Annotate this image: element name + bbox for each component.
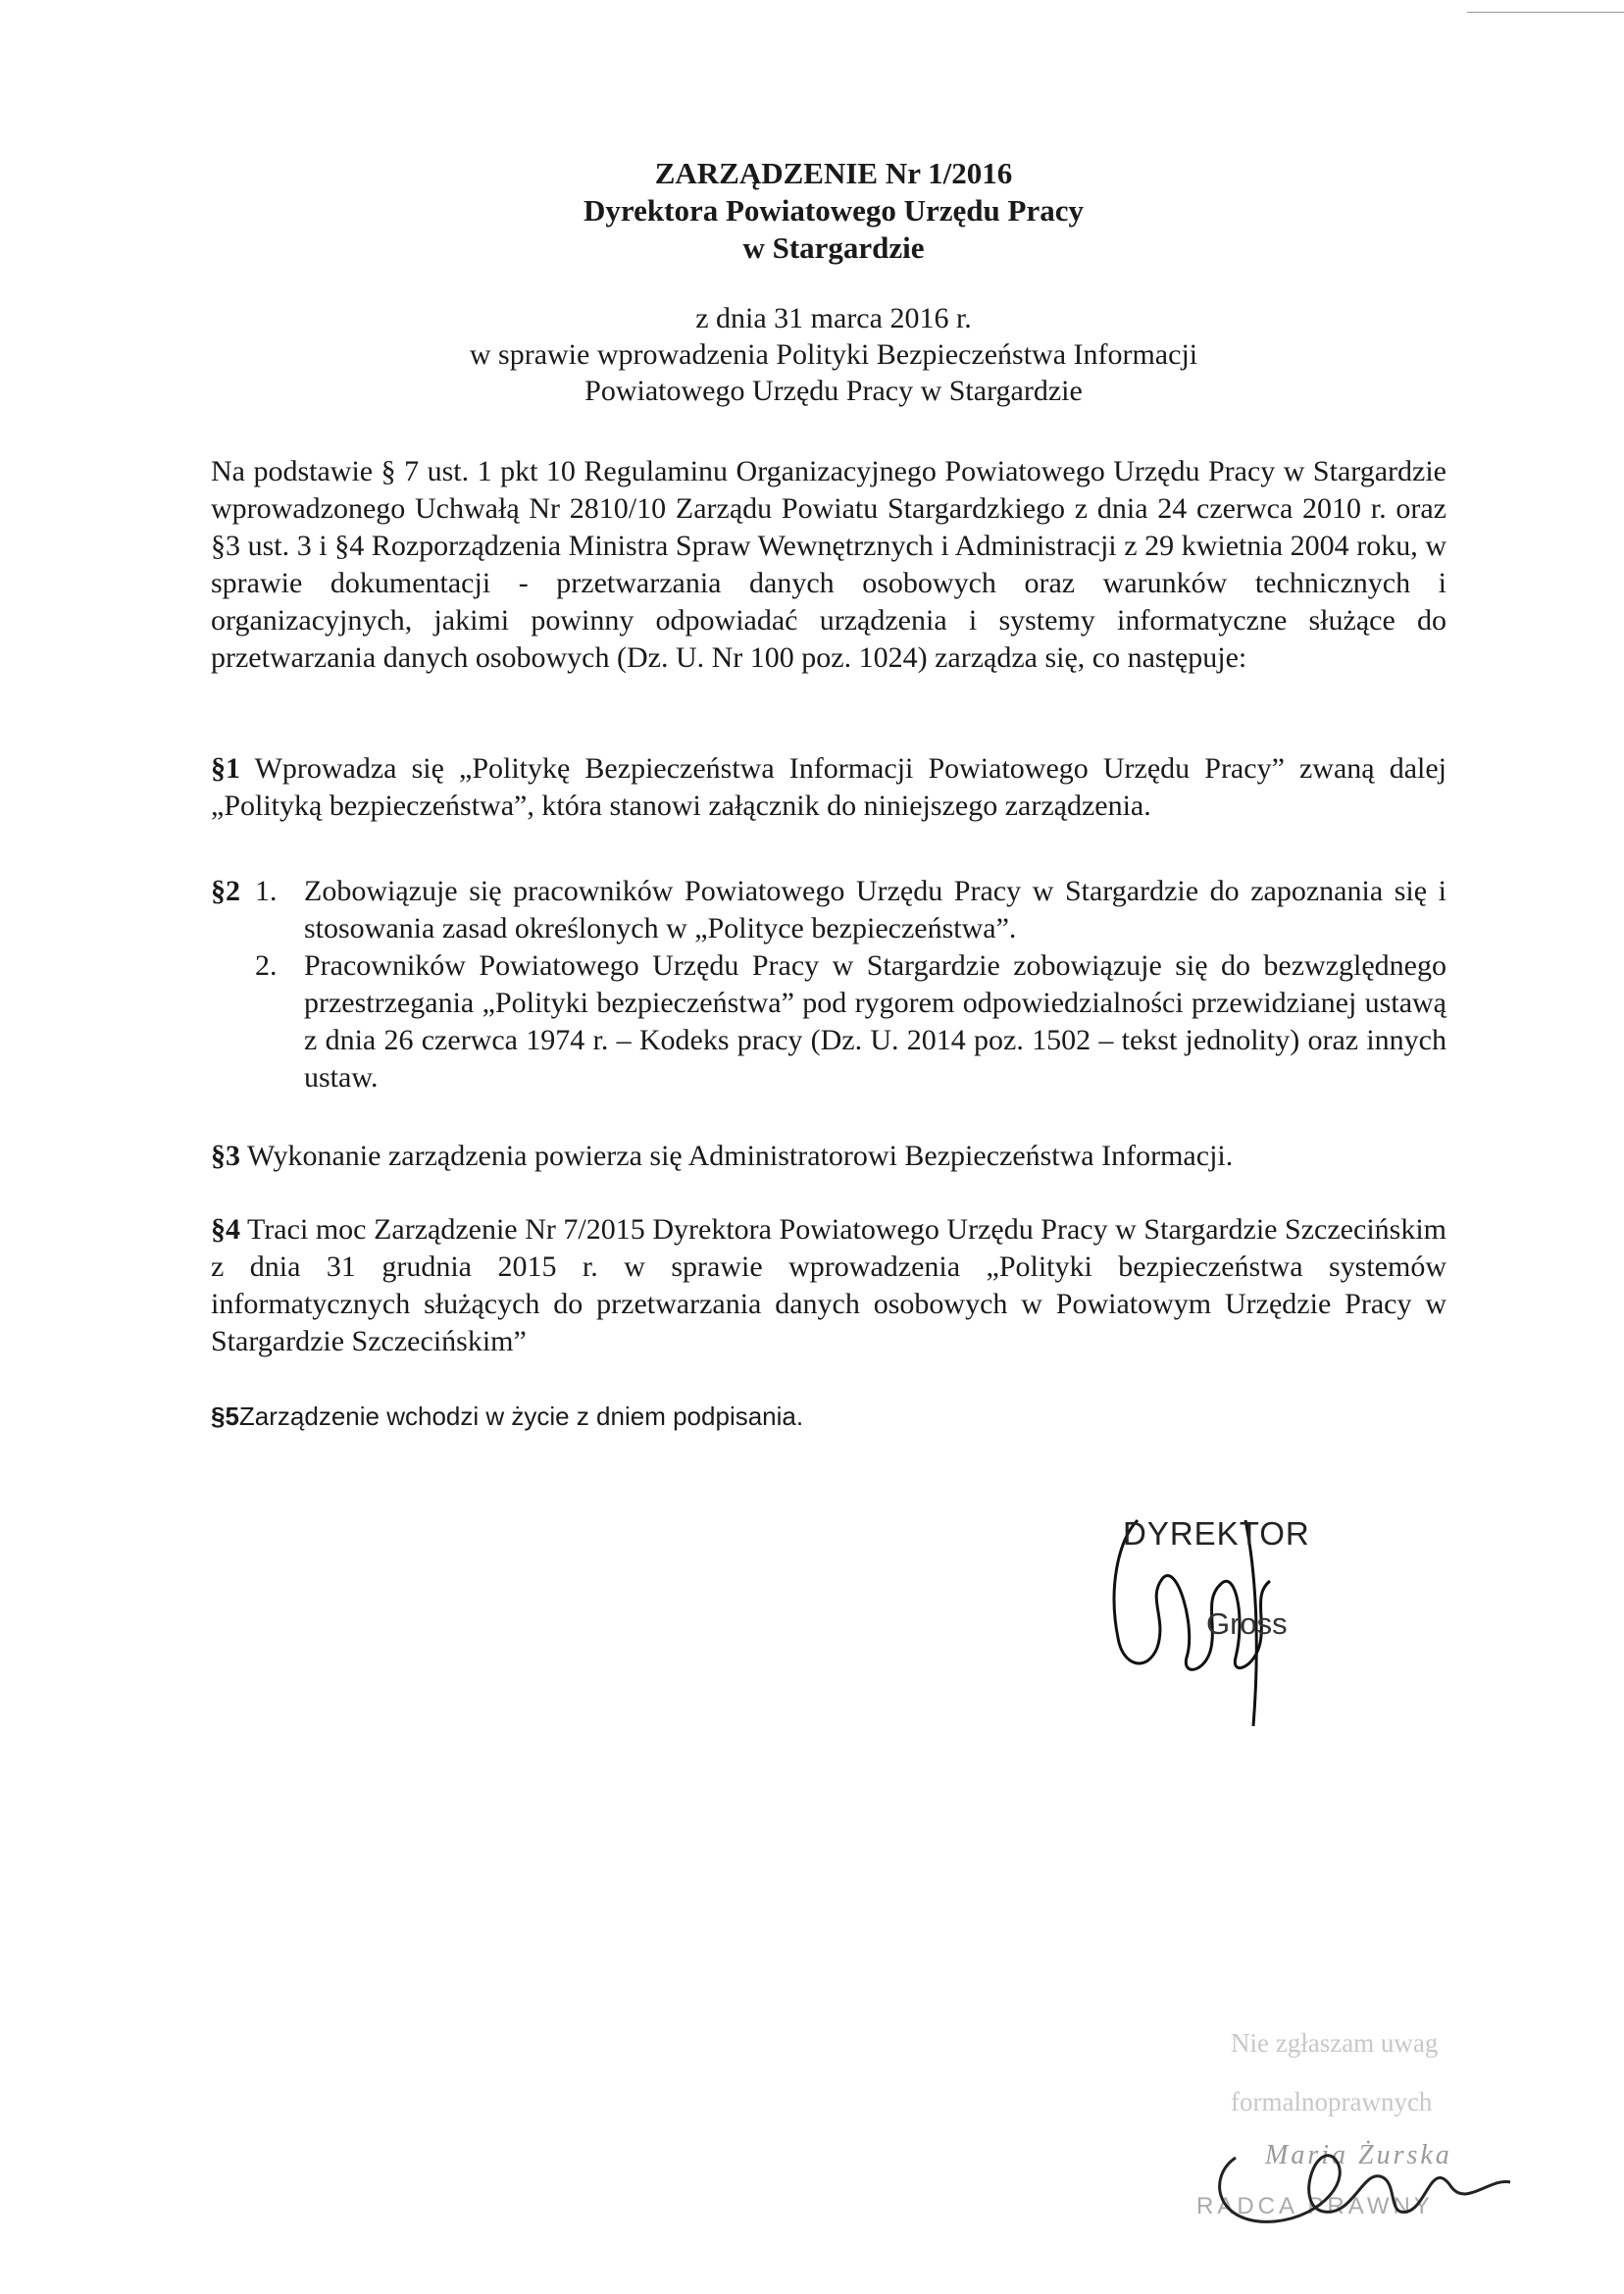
item-number: 1. <box>255 875 278 907</box>
list-item <box>211 947 1446 1096</box>
issuer-location: w Stargardzie <box>742 230 925 265</box>
section-5 <box>211 1398 1446 1435</box>
item-text: Zobowiązuje się pracowników Powiatowego Urzędu Pracy w Stargardzie do zapoznania się i stosowania zasad określonych w „Polityce bezpieczeństwa”. <box>304 875 1446 944</box>
section-text: Wprowadza się „Politykę Bezpieczeństwa Informacji Powiatowego Urzędu Pracy” zwaną dalej „Polityką bezpieczeństwa”, która stanowi załącznik do niniejszego zarządzenia. <box>211 752 1446 822</box>
document-date: z dnia 31 marca 2016 r. <box>695 302 972 334</box>
section-mark: §2 <box>211 875 240 907</box>
section-mark: §1 <box>211 752 240 785</box>
stamp-line-2: formalnoprawnych <box>1231 2087 1433 2116</box>
section-4 <box>211 1211 1446 1360</box>
document-title: ZARZĄDZENIE Nr 1/2016 <box>654 156 1013 190</box>
document-subheader <box>294 300 1373 409</box>
director-signature-block <box>1089 1510 1402 1736</box>
item-text: Pracowników Powiatowego Urzędu Pracy w Stargardzie zobowiązuje się do bezwzględnego przestrzegania „Polityki bezpieczeństwa” pod rygorem odpowiedzialności przewidzianej ustawą z dnia 26 czerwca 1974 r. – Kodeks pracy (Dz. U. 2014 poz. 1502 – tekst jednolity) oraz innych ustaw. <box>304 949 1446 1094</box>
issuer-line: Dyrektora Powiatowego Urzędu Pracy <box>584 193 1084 228</box>
subject-line-1: w sprawie wprowadzenia Polityki Bezpieczeństwa Informacji <box>469 338 1198 371</box>
preamble: Na podstawie § 7 ust. 1 pkt 10 Regulaminu Organizacyjnego Powiatowego Urzędu Pracy w Stargardzie wprowadzonego Uchwałą Nr 2810/10 Zarządu Powiatu Stargardzkiego z dnia 24 czerwca 2010 r. oraz §3 ust. 3 i §4 Rozporządzenia Ministra Spraw Wewnętrznych i Administracji z 29 kwietnia 2004 roku, w sprawie dokumentacji - przetwarzania danych osobowych oraz warunków technicznych i organizacyjnych, jakimi powinny odpowiadać urządzenia i systemy informatyczne służące do przetwarzania danych osobowych (Dz. U. Nr 100 poz. 1024) zarządza się, co następuje: <box>211 455 1446 674</box>
document-header <box>294 155 1373 267</box>
top-edge-line <box>1467 12 1624 13</box>
section-text: Traci moc Zarządzenie Nr 7/2015 Dyrektora Powiatowego Urzędu Pracy w Stargardzie Szczecińskim z dnia 31 grudnia 2015 r. w sprawie wprowadzenia „Polityki bezpieczeństwa systemów informatycznych służących do przetwarzania danych osobowych w Powiatowym Urzędzie Pracy w Stargardzie Szczecińskim” <box>211 1213 1446 1357</box>
item-number: 2. <box>255 949 278 982</box>
list-item <box>211 873 1446 947</box>
signature-title: DYREKTOR <box>1123 1515 1310 1552</box>
subject-line-2: Powiatowego Urzędu Pracy w Stargardzie <box>584 375 1083 407</box>
stamp-signature <box>1196 2011 1549 2246</box>
stamp-role: RADCA PRAWNY <box>1196 2193 1434 2219</box>
section-1 <box>211 750 1446 825</box>
section-2 <box>211 873 1446 1096</box>
legal-approval-stamp <box>1196 2011 1549 2246</box>
section-text: Zarządzenie wchodzi w życie z dniem podpisania. <box>238 1402 804 1431</box>
stamp-line-1: Nie zgłaszam uwag <box>1231 2028 1439 2058</box>
stamp-name: Maria Żurska <box>1265 2140 1452 2170</box>
section-text: Wykonanie zarządzenia powierza się Administratorowi Bezpieczeństwa Informacji. <box>246 1140 1234 1172</box>
section-3 <box>211 1138 1446 1175</box>
section-mark: §4 <box>211 1213 240 1246</box>
signature-name: Gross <box>1206 1606 1288 1641</box>
section-mark: §3 <box>211 1140 240 1172</box>
section-mark: §5 <box>211 1402 239 1431</box>
